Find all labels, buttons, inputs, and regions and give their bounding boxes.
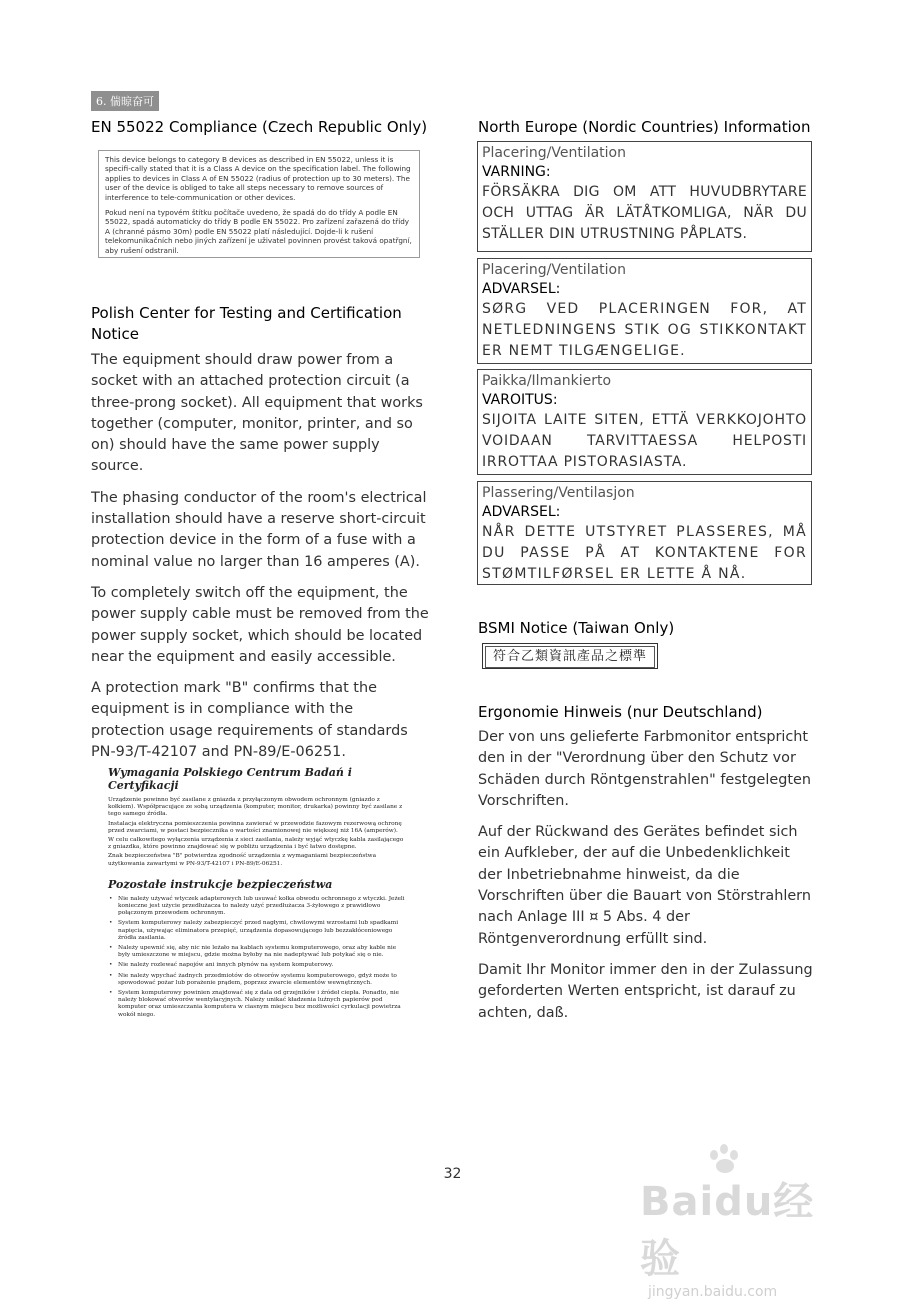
en55022-notice-box <box>98 150 420 258</box>
box-label: Paikka/Ilmankierto <box>482 373 612 389</box>
page-number: 32 <box>443 1166 462 1182</box>
section-tag: 6. 偳晾奋可 <box>91 91 159 111</box>
list-item: • Należy upewnić się, aby nic nie leżało na kablach systemu komputerowego, oraz aby kable nie były umieszczone w miejscu, gdzie można byłoby na nie nadeptywać lub potykać się o nie. <box>118 945 408 959</box>
nordic-box-denmark <box>477 258 812 364</box>
box-text: NÅR DETTE UTSTYRET PLASSERES, MÅ DU PASSE PÅ AT KONTAKTENE FOR STØMTILFØRSEL ER LETTE Å NÅ. <box>482 524 807 582</box>
watermark-brand: Baidu经验 <box>640 1179 815 1282</box>
box-warning: VAROITUS: <box>482 392 558 408</box>
box-warning: VARNING: <box>482 164 551 180</box>
nordic-box-sweden <box>477 141 812 252</box>
box-text: SIJOITA LAITE SITEN, ETTÄ VERKKOJOHTO VOIDAAN TARVITTAESSA HELPOSTI IRROTTAA PISTORASIASTA. <box>482 412 807 470</box>
box-warning: ADVARSEL: <box>482 281 561 297</box>
ergonomie-title: Ergonomie Hinweis (nur Deutschland) <box>478 703 763 721</box>
bsmi-mark-text: 符合乙類資訊產品之標準 <box>485 646 655 668</box>
polish-paragraph: Znak bezpieczeństwa "B" potwierdza zgodność urządzenia z wymaganiami bezpieczeństwa użytkowania zawartymi w PN-93/T-42107 i PN-89/E-06251. <box>108 853 377 867</box>
paragraph: To completely switch off the equipment, the power supply cable must be removed from the power supply socket, which should be located near the equipment and easily accessible. <box>91 584 429 665</box>
en55022-title: EN 55022 Compliance (Czech Republic Only) <box>91 118 428 136</box>
ergonomie-body <box>478 727 813 1034</box>
nordic-title: North Europe (Nordic Countries) Information <box>478 118 811 136</box>
polish-notice-body <box>91 350 431 773</box>
paragraph: Der von uns gelieferte Farbmonitor entspricht den in der "Verordnung über den Schutz vor Schäden durch Röntgenstrahlen" festgelegten Vorschriften. <box>478 729 811 809</box>
en55022-czech-text: Pokud není na typovém štítku počítače uvedeno, že spadá do do třídy A podle EN 55022, spadá automaticky do třídy B podle EN 55022. Pro zařízení zařazená do třídy A (chranné pásmo 30m) podle EN 55022 platí následující. Dojde-li k rušení telekomunikačních nebo jiných zařízení je uživatel povinnen provést taková opatřgní, aby rušení odstranil. <box>105 208 412 255</box>
paragraph: Damit Ihr Monitor immer den in der Zulassung geforderten Werten entspricht, ist darauf zu achten, daß. <box>478 961 813 1021</box>
watermark-url: jingyan.baidu.com <box>648 1284 778 1300</box>
box-label: Placering/Ventilation <box>482 145 626 161</box>
paragraph: The equipment should draw power from a socket with an attached protection circuit (a three-prong socket). All equipment that works together (computer, monitor, printer, and so on) should have the same power supply source. <box>91 352 423 475</box>
paragraph: A protection mark "B" confirms that the equipment is in compliance with the protection usage requirements of standards PN-93/T-42107 and PN-89/E-06251. <box>91 680 408 761</box>
bsmi-title: BSMI Notice (Taiwan Only) <box>478 619 675 637</box>
paragraph: The phasing conductor of the room's electrical installation should have a reserve short-circuit protection device in the form of a fuse with a nominal value no larger than 16 amperes (A). <box>91 489 427 570</box>
polish-requirements-title: Wymagania Polskiego Centrum Badań i Certyfikacji <box>108 766 352 792</box>
polish-safety-title: Pozostałe instrukcje bezpieczeństwa <box>108 877 333 891</box>
list-item: • Nie należy rozlewać napojów ani innych płynów na system komputerowy. <box>118 962 408 969</box>
nordic-box-finland <box>477 369 812 475</box>
box-warning: ADVARSEL: <box>482 504 561 520</box>
polish-requirements-scan <box>108 766 408 1022</box>
bsmi-mark <box>482 643 658 669</box>
paw-icon <box>706 1144 746 1176</box>
baidu-watermark <box>640 1152 845 1300</box>
box-label: Placering/Ventilation <box>482 262 626 278</box>
en55022-english-text: This device belongs to category B devices as described in EN 55022, unless it is specifi-cally stated that it is a Class A device on the specification label. The following applies to devices in Class A of EN 55022 (radius of protection up to 30 meters). The user of the device is obliged to take all steps necessary to remove sources of interference to tele-communication or other devices. <box>105 155 411 202</box>
paragraph: Auf der Rückwand des Gerätes befindet sich ein Aufkleber, der auf die Unbedenklichkeit der Inbetriebnahme hinweist, da die Vorschriften über die Bauart von Störstrahlern nach Anlage III ¤ 5 Abs. 4 der Röntgenverordnung erfüllt sind. <box>478 824 811 947</box>
polish-safety-list <box>108 896 408 1019</box>
polish-paragraph: Urządzenie powinno być zasilane z gniazda z przyłączonym obwodem ochronnym (gniazdo z kołkiem). Współpracujące ze sobą urządzenia (komputer, monitor, drukarka) powinny być zasilane z tego samego źródła. <box>108 797 403 818</box>
polish-paragraph: Instalacja elektryczna pomieszczenia powinna zawierać w przewodzie fazowym rezerwową ochronę przed zwarciami, w postaci bezpiecznika o wartości znamionowej nie większej niż 16A (amperów). <box>108 820 402 834</box>
list-item: • Nie należy używać wtyczek adapterowych lub usuwać kołka obwodu ochronnego z wtyczki. Jeżeli konieczne jest użycie przedłużacza to należy użyć przedłużacza 3-żyłowego z prawidłowo połączonym przewodem ochronnym. <box>118 896 408 918</box>
box-text: FÖRSÄKRA DIG OM ATT HUVUDBRYTARE OCH UTTAG ÄR LÄTÅTKOMLIGA, NÄR DU STÄLLER DIN UTRUSTNING PÅPLATS. <box>482 184 807 242</box>
list-item: • System komputerowy należy zabezpieczyć przed nagłymi, chwilowymi wzrostami lub spadkami napięcia, używając eliminatora przepięć, urządzenia dopasowującego lub bezzakłóceniowego źródła zasilania. <box>118 920 408 942</box>
nordic-box-norway <box>477 481 812 585</box>
list-item: • Nie należy wpychać żadnych przedmiotów do otworów systemu komputerowego, gdyż może to spowodować pożar lub porażenie prądem, poprzez zwarcie elementów wewnętrznych. <box>118 973 408 987</box>
list-item: • System komputerowy powinien znajdować się z dala od grzejników i źródeł ciepła. Ponadto, nie należy blokować otworów wentylacyjnych. Należy unikać kładzenia luźnych papierów pod komputer oraz umieszczania komputera w ciasnym miejscu bez możliwości cyrkulacji powietrza wokół niego. <box>118 990 408 1019</box>
box-label: Plassering/Ventilasjon <box>482 485 635 501</box>
polish-center-title: Polish Center for Testing and Certification Notice <box>91 304 402 343</box>
polish-paragraph: W celu całkowitego wyłączenia urządzenia z sieci zasilania, należy wyjąć wtyczkę kabla zasilającego z gniazdka, które powinno znajdować się w pobliżu urządzenia i być łatwo dostępne. <box>108 837 404 851</box>
box-text: SØRG VED PLACERINGEN FOR, AT NETLEDNINGENS STIK OG STIKKONTAKT ER NEMT TILGÆNGELIGE. <box>482 301 807 359</box>
